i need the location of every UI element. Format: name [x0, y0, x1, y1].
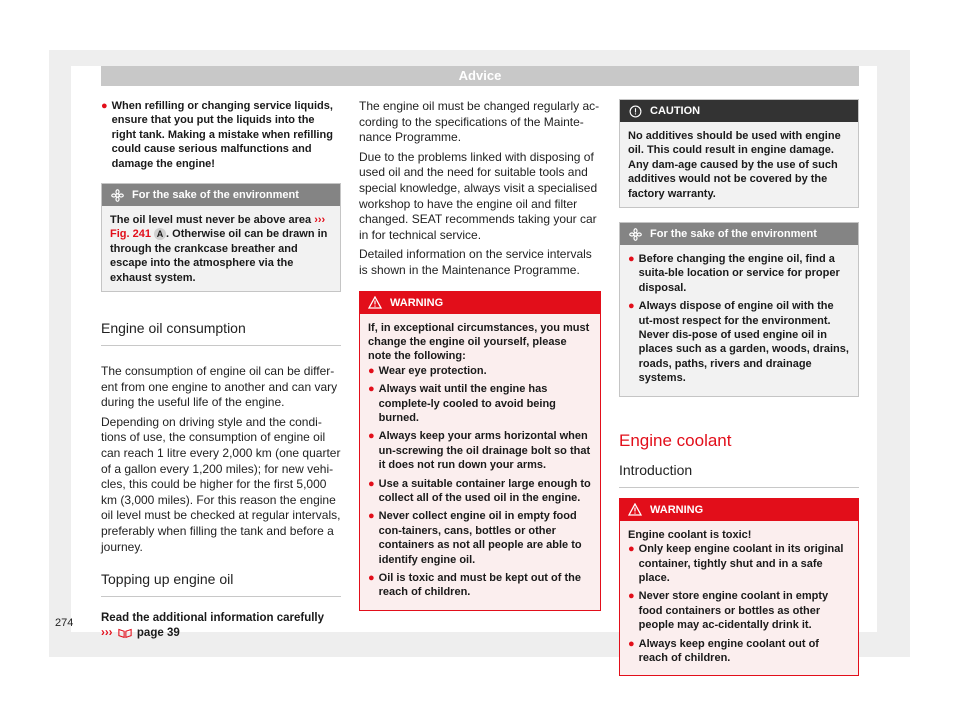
list-item: ● Oil is toxic and must be kept out of the reach of children.	[368, 572, 581, 599]
list-item: ● Never store engine coolant in empty food containers or bottles as other people may ac-cidentally drink it.	[628, 590, 829, 632]
environment-box-body	[620, 245, 858, 396]
oil-consumption-text: The consumption of engine oil can be differ-ent from one engine to another and can vary during the useful life of the engine. Depending on driving style and the condi-tions of use, the consumption of engine oil can reach 1 litre every 2,000 km (one quarter of a gallon every 1,200 miles); for new vehi-cles, this could be higher for the first 5,000 km (3,000 miles). For this reason the engine oil level must be checked at regular intervals, preferably when filling the tank and before a journey.	[101, 364, 341, 554]
caution-box-body: No additives should be used with engine oil. This could result in engine damage. Any dam-age caused by the use of such additives would not be covered by the factory warranty.	[628, 130, 841, 200]
column-1	[101, 99, 341, 640]
warning-box-coolant	[619, 498, 859, 677]
environment-box-header: For the sake of the environment	[102, 184, 340, 206]
caution-box	[619, 99, 859, 208]
page-reference[interactable]: ››› page 39	[101, 626, 180, 639]
environment-box	[101, 183, 341, 292]
list-item: ● Always keep engine coolant out of reach of children.	[628, 637, 819, 664]
environment-box-2	[619, 222, 859, 397]
book-icon	[118, 626, 132, 640]
environment-box-body: The oil level must never be above area ››› Fig. 241 A . Otherwise oil can be drawn in through the crankcase breather and escape into the atmosphere via the exhaust system.	[110, 214, 328, 284]
oil-change-text: The engine oil must be changed regularly ac-cording to the specifications of the Mainte-nance Programme. Due to the problems linked with disposing of used oil and the need for suitable tools and special knowledge, always visit a specialised workshop to have the engine oil and filter changed. SEAT recommends taking your car in for technical service. Detailed information on the service intervals is shown in the Maintenance Programme.	[359, 99, 600, 277]
figure-label-badge: A	[154, 228, 166, 240]
warning-triangle-icon	[628, 503, 642, 517]
section-title-introduction: Introduction	[619, 462, 859, 488]
page-header: Advice	[101, 66, 859, 86]
environment-box-header: For the sake of the environment	[620, 223, 858, 245]
column-3	[619, 99, 859, 676]
list-item: ● Never collect engine oil in empty food con-tainers, cans, bottles or other containers as not all people are able to identify engine oil.	[368, 510, 582, 566]
section-title-oil-consumption: Engine oil consumption	[101, 320, 341, 346]
warning-box-header: WARNING	[360, 292, 600, 314]
read-more: Read the additional information carefully ››› page 39	[101, 611, 341, 640]
flower-icon	[110, 188, 124, 202]
figure-link[interactable]: ››› Fig. 241	[110, 214, 326, 241]
info-circle-icon	[628, 104, 642, 118]
warning-box-body: If, in exceptional circumstances, you must change the engine oil yourself, please note the following: ● Wear eye protection. ● Always wait until the engine has complete-ly cooled to avoid being burned. ● Always keep your arms horizontal when un-screwing the oil drainage bolt so that it does not run down your arms. ● Use a suitable container large enough to collect all of the used oil in the engine. ● Never collect engine oil in empty food con-tainers, cans, bottles or other containers as not all people are able to identify engine oil. ● Oil is toxic and must be kept out of the reach of children.	[368, 321, 591, 599]
section-title-topping-up: Topping up engine oil	[101, 571, 341, 597]
intro-bullet-list	[101, 99, 341, 171]
page-number: 274	[55, 617, 74, 629]
chapter-title-engine-coolant: Engine coolant	[619, 430, 732, 450]
list-item: ● Always keep your arms horizontal when un-screwing the oil drainage bolt so that it does not run down your arms.	[368, 430, 591, 472]
list-item: ● Before changing the engine oil, find a suita-ble location or service for proper disposal.	[628, 253, 840, 294]
list-item: ● When refilling or changing service liquids, ensure that you put the liquids into the right tank. Making a mistake when refilling could cause serious malfunctions and damage the engine!	[101, 100, 333, 170]
caution-box-header: CAUTION	[620, 100, 858, 122]
flower-icon	[628, 227, 642, 241]
warning-box-oil	[359, 291, 601, 611]
warning-box-header: WARNING	[620, 499, 858, 521]
column-2	[359, 99, 601, 611]
warning-box-body: Engine coolant is toxic! ● Only keep engine coolant in its original container, tightly shut and in a safe place. ● Never store engine coolant in empty food containers or bottles as other people may ac-cidentally drink it. ● Always keep engine coolant out of reach of children.	[620, 521, 858, 676]
warning-triangle-icon	[368, 296, 382, 310]
list-item: ● Always wait until the engine has complete-ly cooled to avoid being burned.	[368, 383, 556, 424]
list-item: ● Always dispose of engine oil with the ut-most respect for the environment. Never dis-pose of used engine oil in places such as a garden, woods, drains, roads, paths, rivers and drainage systems.	[628, 300, 849, 385]
bullet-icon: ●	[101, 100, 108, 112]
list-item: ● Only keep engine coolant in its original container, tightly shut and in a safe place.	[628, 543, 844, 584]
list-item: ● Use a suitable container large enough to collect all of the used oil in the engine.	[368, 477, 591, 504]
list-item: ● Wear eye protection.	[368, 364, 487, 377]
